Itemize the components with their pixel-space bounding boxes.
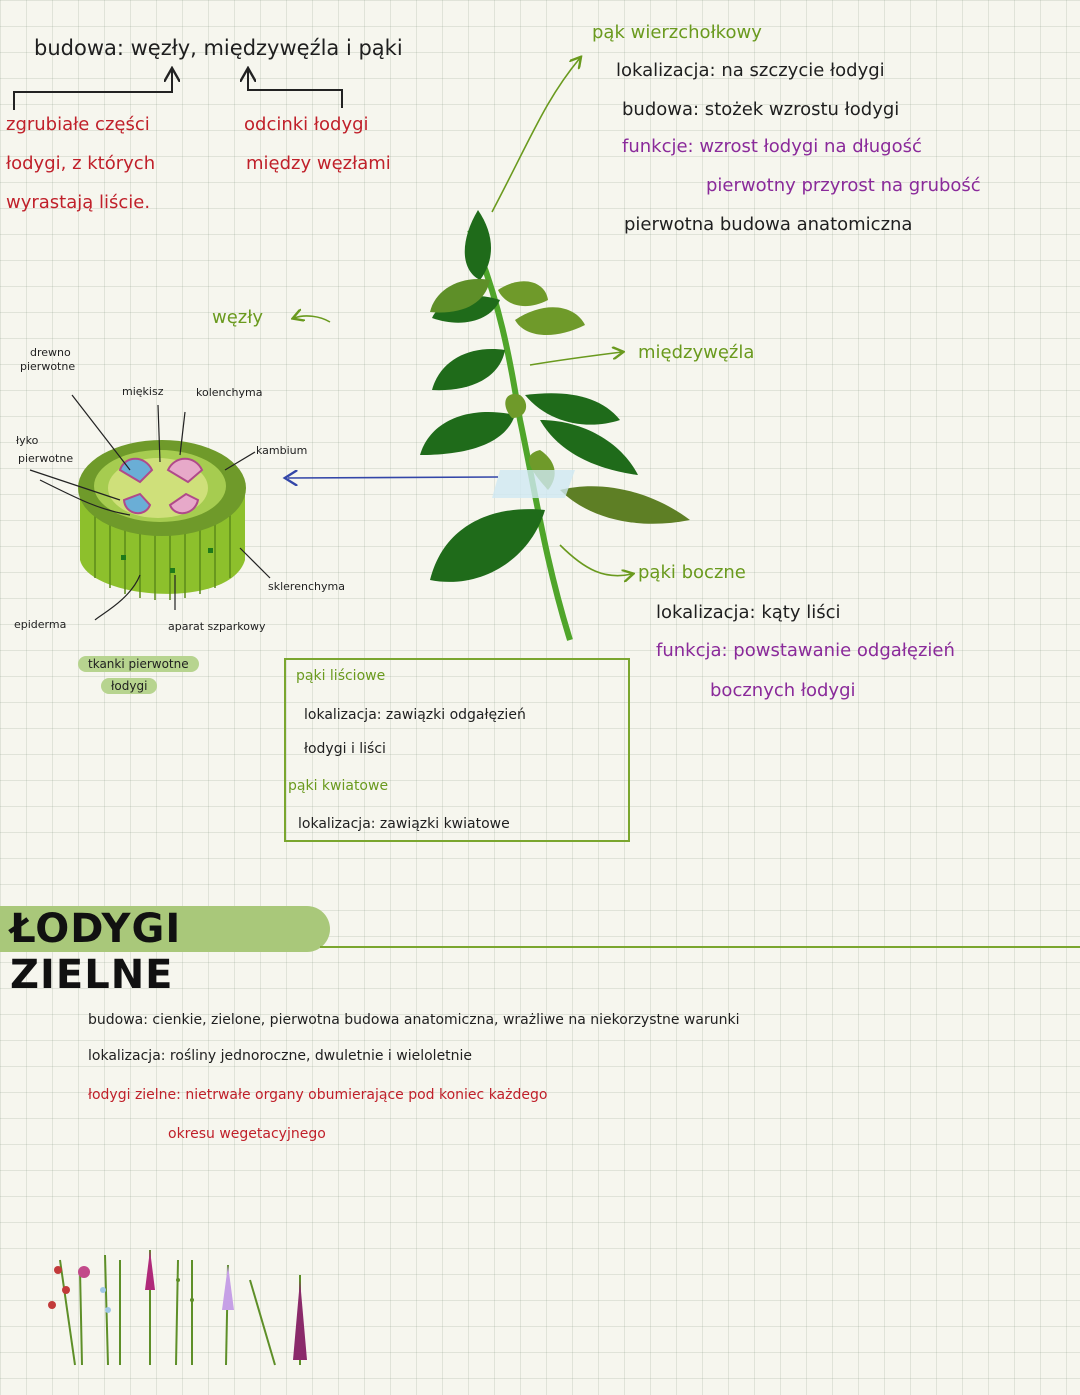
apical-bud-function-2: pierwotny przyrost na grubość bbox=[706, 175, 981, 196]
sclerenchyma-label: sklerenchyma bbox=[268, 580, 345, 593]
thickened-text-3: wyrastają liście. bbox=[6, 192, 151, 213]
lateral-buds-label: pąki boczne bbox=[638, 562, 746, 583]
lateral-buds-location: lokalizacja: kąty liści bbox=[656, 602, 841, 623]
cross-section-illustration bbox=[30, 395, 270, 620]
internodes-label: międzywęźla bbox=[638, 342, 755, 363]
herbaceous-line-2: lokalizacja: rośliny jednoroczne, dwuletnie i wieloletnie bbox=[88, 1048, 473, 1064]
epidermis-label: epiderma bbox=[14, 618, 67, 631]
stomata-label: aparat szparkowy bbox=[168, 620, 266, 633]
apical-bud-anatomy: pierwotna budowa anatomiczna bbox=[624, 214, 913, 235]
nodes-label: węzły bbox=[212, 307, 264, 328]
flower-buds-title: pąki kwiatowe bbox=[288, 778, 389, 794]
primary-bast-label-2: pierwotne bbox=[18, 452, 74, 465]
flower-buds-location: lokalizacja: zawiązki kwiatowe bbox=[298, 816, 510, 832]
herbaceous-line-4: okresu wegetacyjnego bbox=[168, 1126, 326, 1142]
primary-wood-label-1: drewno bbox=[30, 346, 71, 359]
apical-bud-structure: budowa: stożek wzrostu łodygi bbox=[622, 99, 900, 120]
top-brackets bbox=[14, 70, 342, 110]
thickened-text-2: łodygi, z których bbox=[6, 153, 156, 174]
parenchyma-label: miękisz bbox=[122, 385, 164, 398]
collenchyma-label: kolenchyma bbox=[196, 386, 263, 399]
primary-bast-label-1: łyko bbox=[16, 434, 39, 447]
leaf-buds-location-2: łodygi i liści bbox=[304, 741, 386, 757]
heading-underline bbox=[320, 946, 1080, 948]
cambium-label: kambium bbox=[256, 444, 308, 457]
primary-wood-label-2: pierwotne bbox=[20, 360, 76, 373]
tissues-badge-1: tkanki pierwotne bbox=[78, 656, 199, 672]
apical-bud-location: lokalizacja: na szczycie łodygi bbox=[616, 60, 885, 81]
thickened-text-1: zgrubiałe części bbox=[6, 114, 150, 135]
tissues-badge-2: łodygi bbox=[101, 678, 157, 694]
lateral-buds-function: funkcja: powstawanie odgałęzień bbox=[656, 640, 955, 661]
leaf-buds-location-1: lokalizacja: zawiązki odgałęzień bbox=[304, 707, 526, 723]
lateral-buds-function-2: bocznych łodygi bbox=[710, 680, 856, 701]
apical-bud-function: funkcje: wzrost łodygi na długość bbox=[622, 136, 922, 157]
leaf-buds-title: pąki liściowe bbox=[296, 668, 386, 684]
structure-line: budowa: węzły, międzywęźla i pąki bbox=[34, 36, 403, 60]
wildflowers-illustration bbox=[48, 1250, 307, 1365]
sections-text-1: odcinki łodygi bbox=[244, 114, 369, 135]
heading-text: ŁODYGI ZIELNE bbox=[10, 906, 182, 998]
sections-text-2: między węzłami bbox=[246, 153, 391, 174]
herbaceous-line-3: łodygi zielne: nietrwałe organy obumierające pod koniec każdego bbox=[88, 1087, 548, 1103]
herbaceous-stems-heading bbox=[0, 906, 330, 998]
apical-bud-title: pąk wierzchołkowy bbox=[592, 22, 762, 43]
herbaceous-line-1: budowa: cienkie, zielone, pierwotna budowa anatomiczna, wrażliwe na niekorzystne warunki bbox=[88, 1012, 740, 1028]
